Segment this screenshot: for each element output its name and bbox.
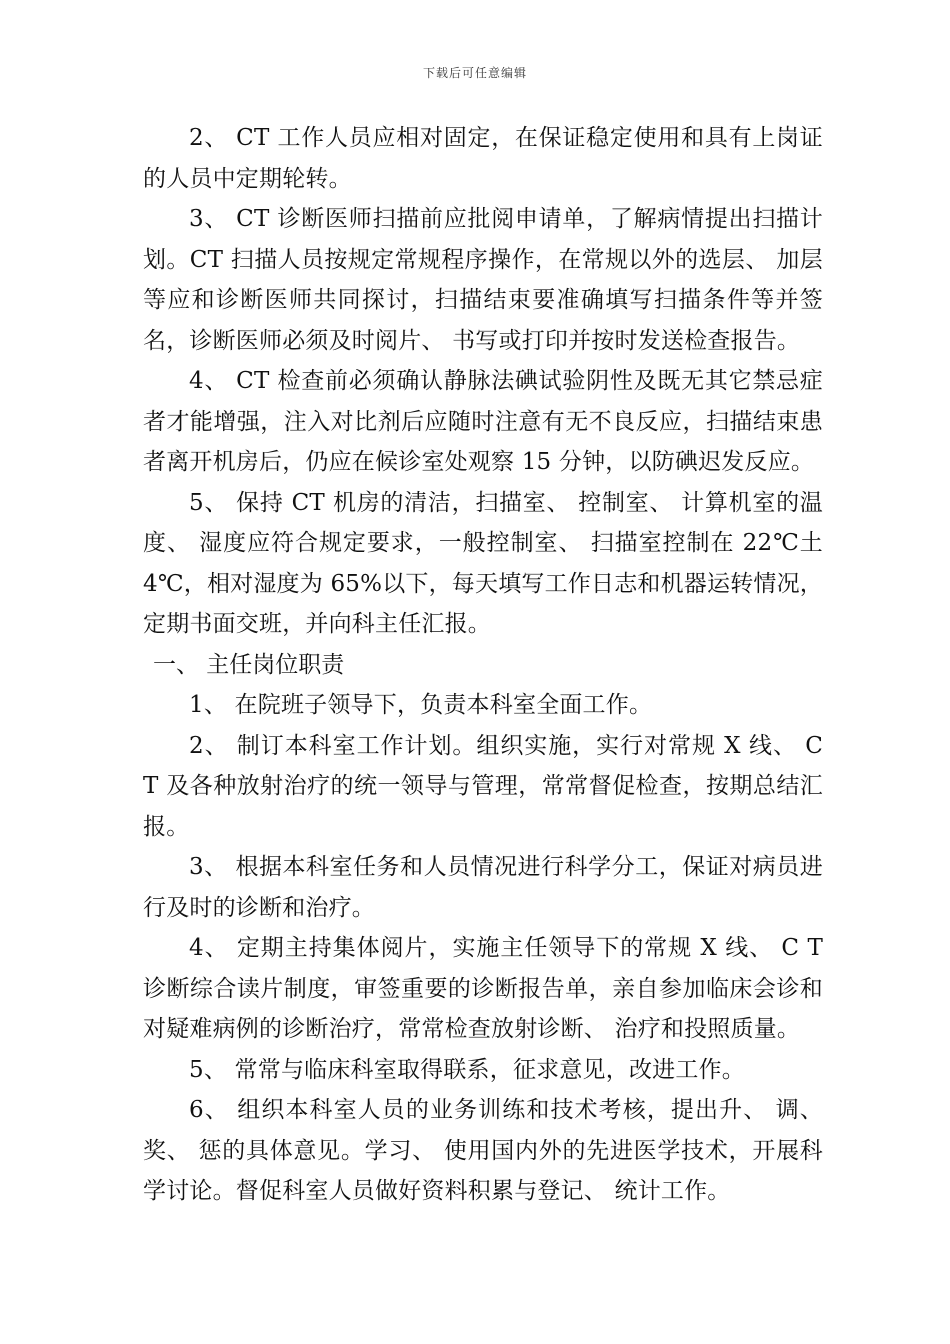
paragraph-ct-room: 5、 保持 CT 机房的清洁，扫描室、 控制室、 计算机室的温度、 湿度应符合规定要求，一般控制室、 扫描室控制在 22℃土 4℃，相对湿度为 65%以下，每天填写工作日志和机器运转情况，定期书面交班，并向科主任汇报。 — [143, 489, 823, 637]
list-item: 3、 根据本科室任务和人员情况进行科学分工，保证对病员进行及时的诊断和治疗。 — [143, 854, 823, 921]
paragraph-ct-staff: 2、 CT 工作人员应相对固定，在保证稳定使用和具有上岗证的人员中定期轮转。 — [143, 125, 823, 192]
list-item: 5、 常常与临床科室取得联系，征求意见，改进工作。 — [189, 1056, 745, 1083]
list-item: 2、 制订本科室工作计划。组织实施，实行对常规 X 线、 C T 及各种放射治疗的统一领导与管理，常常督促检查，按期总结汇报。 — [143, 732, 823, 840]
paragraph-ct-contrast: 4、 CT 检查前必须确认静脉法碘试验阴性及既无其它禁忌症者才能增强，注入对比剂后应随时注意有无不良反应，扫描结束患者离开机房后，仍应在候诊室处观察 15 分钟，以防碘迟发反应。 — [143, 368, 823, 475]
document-body — [143, 118, 823, 1212]
list-item: 1、 在院班子领导下，负责本科室全面工作。 — [189, 692, 653, 718]
list-item: 6、 组织本科室人员的业务训练和技术考核，提出升、 调、奖、 惩的具体意见。学习、 使用国内外的先进医学技术，开展科学讨论。督促科室人员做好资料积累与登记、 统计工作。 — [143, 1097, 823, 1204]
list-item: 4、 定期主持集体阅片，实施主任领导下的常规 X 线、 C T 诊断综合读片制度，审签重要的诊断报告单，亲自参加临床会诊和对疑难病例的诊断治疗，常常检查放射诊断、 治疗和投照质量。 — [143, 935, 823, 1042]
paragraph-ct-scan-plan: 3、 CT 诊断医师扫描前应批阅申请单，了解病情提出扫描计划。CT 扫描人员按规定常规程序操作，在常规以外的选层、 加层等应和诊断医师共同探讨，扫描结束要准确填写扫描条件等并签名，诊断医师必须及时阅片、 书写或打印并按时发送检查报告。 — [143, 206, 823, 354]
section-heading: 一、 主任岗位职责 — [153, 651, 345, 678]
page-header: 下载后可任意编辑 — [422, 66, 527, 80]
